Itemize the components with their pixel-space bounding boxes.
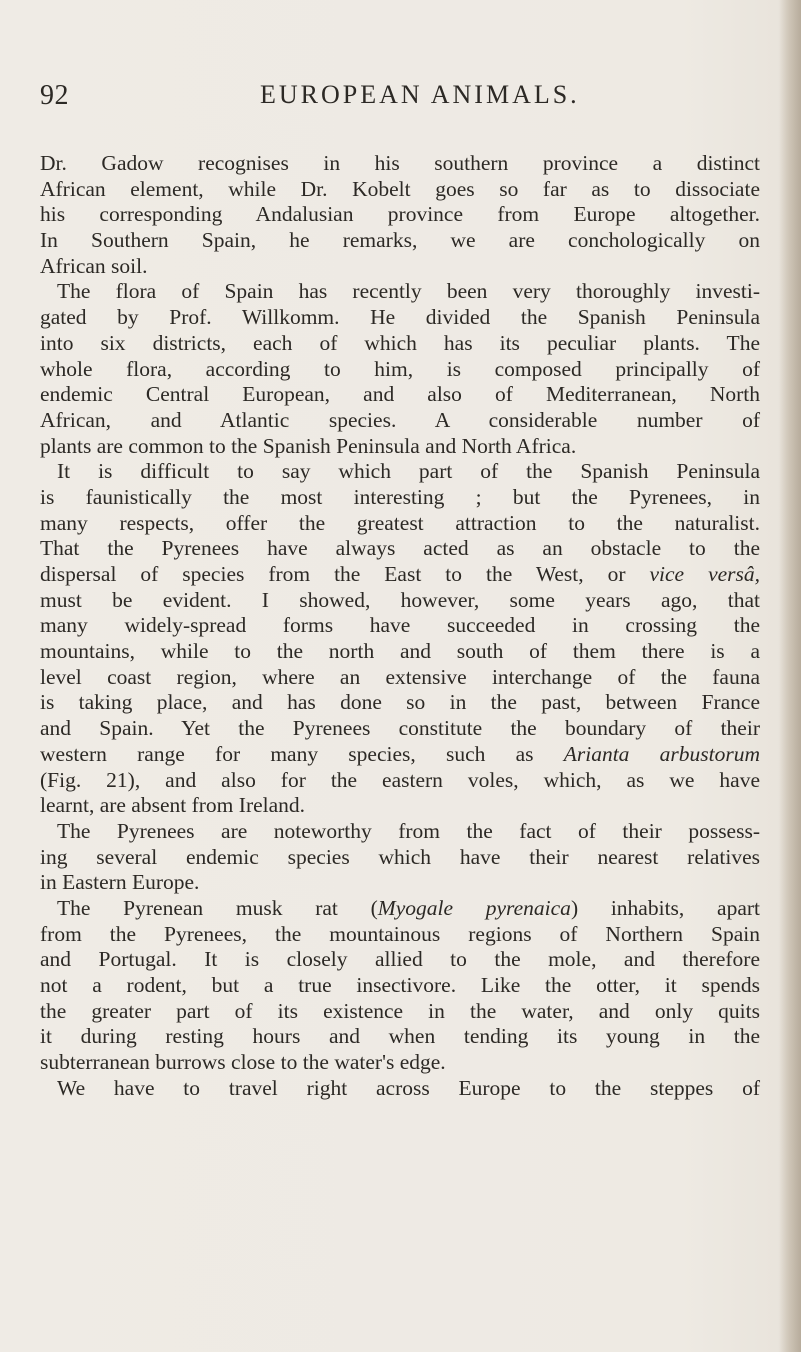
text-line — [40, 870, 760, 896]
text-line-content: mountains, while to the north and south of them there is a — [40, 639, 760, 664]
text-line-content: The flora of Spain has recently been very thoroughly investi- — [57, 279, 760, 304]
text-line — [40, 716, 760, 742]
text-line — [40, 613, 760, 639]
text-line-content: The Pyrenean musk rat ( — [57, 895, 378, 920]
italic-term: Myogale pyrenaica — [377, 895, 571, 920]
text-line-content: into six districts, each of which has its peculiar plants. The — [40, 330, 760, 355]
text-line-content: must be evident. I showed, however, some years ago, that — [40, 587, 760, 612]
page-number: 92 — [40, 80, 69, 111]
text-line-content: We have to travel right across Europe to the steppes of — [57, 1075, 760, 1100]
text-line — [40, 639, 760, 665]
text-line-content: is taking place, and has done so in the past, between France — [40, 690, 760, 715]
text-line-content: It is difficult to say which part of the Spanish Peninsula — [57, 459, 760, 484]
text-line-content: African element, while Dr. Kobelt goes so far as to dissociate — [40, 176, 760, 201]
text-line — [40, 947, 760, 973]
text-line — [40, 973, 760, 999]
text-line-content: African, and Atlantic species. A considerable number of — [40, 407, 760, 432]
text-line-content: gated by Prof. Willkomm. He divided the Spanish Peninsula — [40, 305, 760, 330]
text-line — [40, 588, 760, 614]
text-line-content: subterranean burrows close to the water's edge. — [40, 1050, 446, 1075]
text-line-continuation: ) inhabits, apart — [570, 895, 760, 920]
running-title: EUROPEAN ANIMALS. — [260, 80, 580, 109]
text-line-content: dispersal of species from the East to the West, or — [40, 562, 626, 586]
text-line-content: it during resting hours and when tending its young in the — [40, 1024, 760, 1049]
running-head — [40, 80, 780, 120]
text-line-content: plants are common to the Spanish Peninsula and North Africa. — [40, 433, 577, 458]
text-line — [40, 382, 760, 408]
text-line — [40, 151, 760, 177]
text-line — [40, 690, 760, 716]
text-line-content: in Eastern Europe. — [40, 870, 200, 895]
text-line-content: many widely-spread forms have succeeded in crossing the — [40, 613, 760, 638]
text-line-content: ing several endemic species which have their nearest relatives — [40, 844, 760, 869]
text-line — [40, 177, 760, 203]
text-line-content: many respects, offer the greatest attraction to the naturalist. — [40, 510, 760, 535]
text-line — [40, 511, 760, 537]
page-edge-shadow — [779, 0, 801, 1352]
italic-term: vice versâ, — [649, 562, 761, 586]
text-line-content: In Southern Spain, he remarks, we are conchologically on — [40, 228, 760, 253]
text-line — [40, 922, 760, 948]
text-line-content: and Spain. Yet the Pyrenees constitute the boundary of their — [40, 716, 760, 741]
text-line — [40, 845, 760, 871]
text-line-content: endemic Central European, and also of Mediterranean, North — [40, 382, 760, 407]
text-line — [40, 357, 760, 383]
text-line — [40, 896, 760, 922]
text-line — [40, 999, 760, 1025]
text-line — [40, 562, 760, 588]
text-line — [40, 819, 760, 845]
text-line — [40, 459, 760, 485]
text-line — [40, 408, 760, 434]
text-line — [40, 1024, 760, 1050]
text-line-content: Dr. Gadow recognises in his southern province a distinct — [40, 151, 760, 175]
text-line-content: is faunistically the most interesting ; but the Pyrenees, in — [40, 484, 760, 509]
text-line — [40, 485, 760, 511]
text-line-content: the greater part of its existence in the water, and only quits — [40, 998, 760, 1023]
text-line-content: and Portugal. It is closely allied to the mole, and therefore — [40, 947, 760, 972]
text-line-content: whole flora, according to him, is composed principally of — [40, 356, 760, 381]
text-line — [40, 434, 760, 460]
text-line — [40, 202, 760, 228]
text-line-content: level coast region, where an extensive interchange of the fauna — [40, 664, 760, 689]
body-text — [40, 151, 760, 1101]
text-line — [40, 254, 760, 280]
text-line — [40, 768, 760, 794]
text-line — [40, 665, 760, 691]
text-line — [40, 228, 760, 254]
text-line-content: from the Pyrenees, the mountainous regions of Northern Spain — [40, 921, 760, 946]
text-line — [40, 536, 760, 562]
text-line-content: That the Pyrenees have always acted as an obstacle to the — [40, 536, 760, 561]
text-line-content: learnt, are absent from Ireland. — [40, 793, 306, 818]
text-line — [40, 305, 760, 331]
text-line — [40, 793, 760, 819]
text-line-content: not a rodent, but a true insectivore. Like the otter, it spends — [40, 973, 760, 997]
italic-term: Arianta arbustorum — [563, 741, 760, 766]
text-line — [40, 1050, 760, 1076]
text-line — [40, 1076, 760, 1102]
text-line — [40, 279, 760, 305]
text-line-content: The Pyrenees are noteworthy from the fact of their possess- — [57, 818, 760, 843]
text-line-content: western range for many species, such as — [40, 741, 534, 766]
text-line-content: his corresponding Andalusian province from Europe altogether. — [40, 202, 760, 227]
text-line-content: African soil. — [40, 253, 148, 278]
text-line-content: (Fig. 21), and also for the eastern voles, which, as we have — [40, 767, 760, 792]
text-line — [40, 742, 760, 768]
text-line — [40, 331, 760, 357]
